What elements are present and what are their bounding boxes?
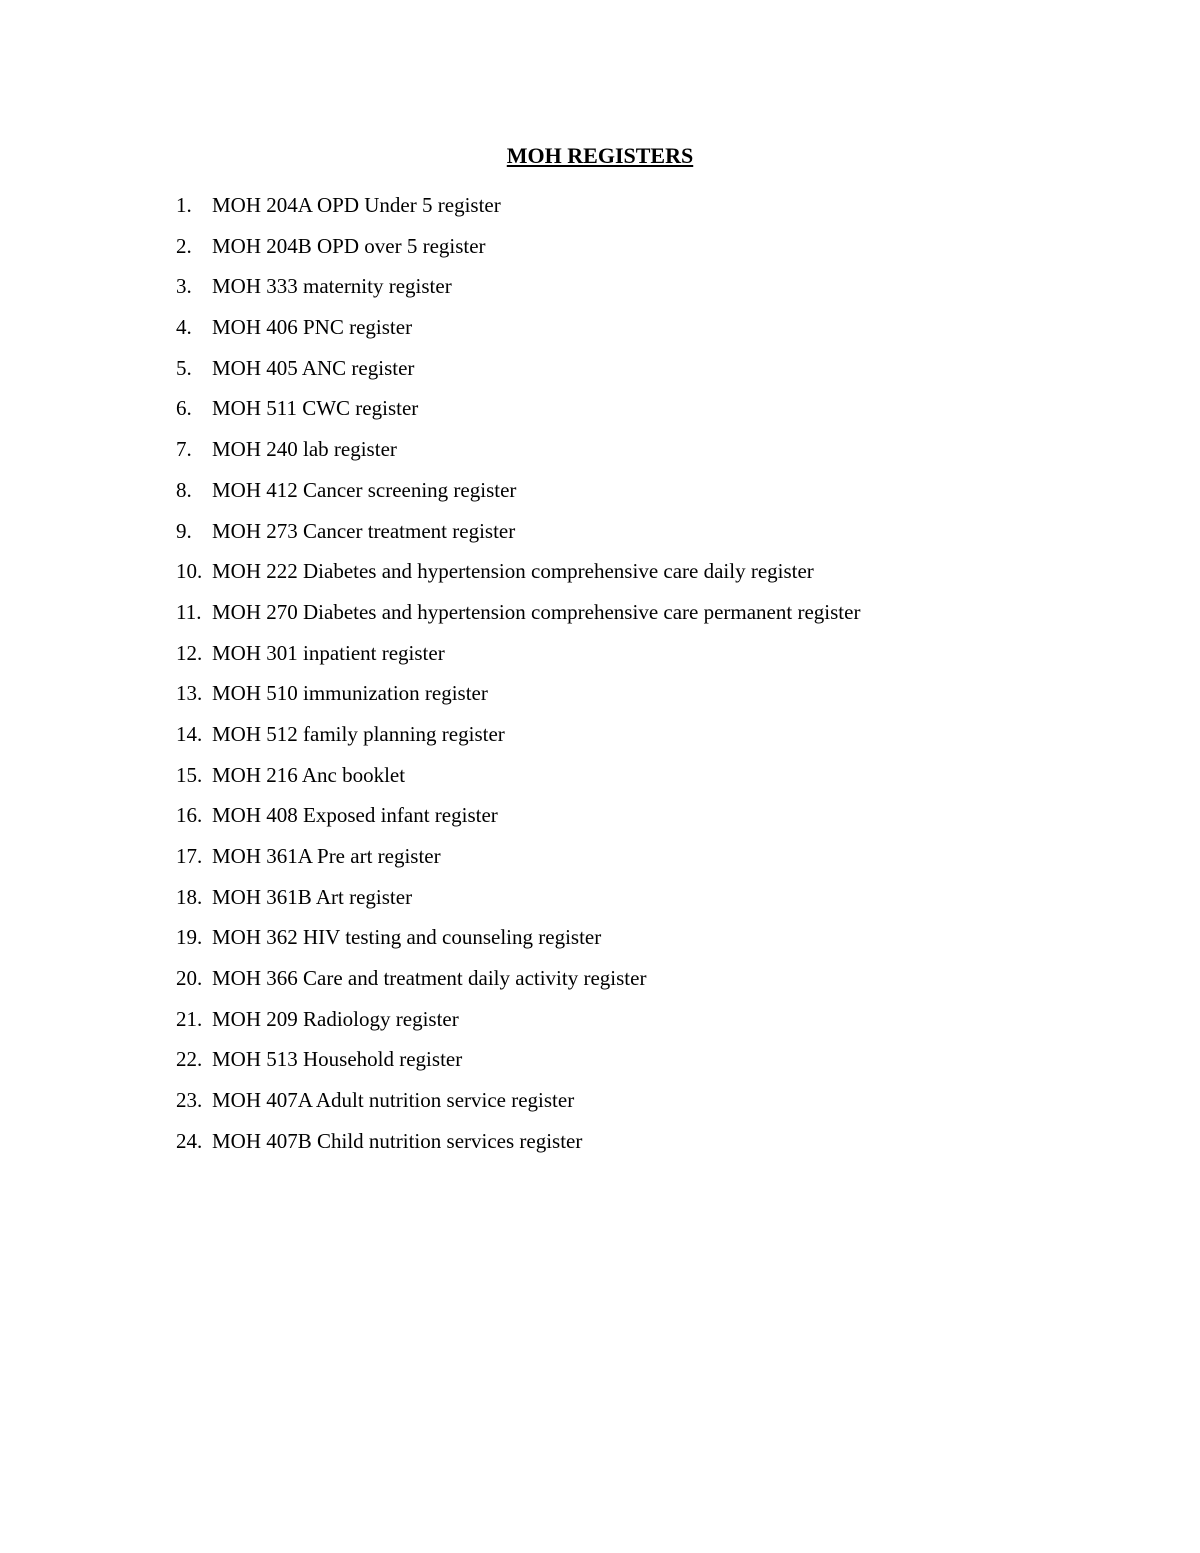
item-text: MOH 407A Adult nutrition service register <box>212 1088 575 1113</box>
list-item <box>176 312 860 353</box>
item-number: 7. <box>176 437 192 462</box>
list-item <box>176 597 860 638</box>
list-item <box>176 556 860 597</box>
item-text: MOH 204A OPD Under 5 register <box>212 193 501 217</box>
list-item <box>176 1004 860 1045</box>
list-item <box>176 1044 860 1085</box>
page-title: MOH REGISTERS <box>506 143 694 168</box>
item-text: MOH 405 ANC register <box>212 355 415 380</box>
item-number: 8. <box>176 477 192 502</box>
item-text: MOH 362 HIV testing and counseling register <box>212 925 602 950</box>
item-text: MOH 361B Art register <box>212 884 413 909</box>
item-number: 3. <box>176 274 192 299</box>
list-item <box>176 434 860 475</box>
item-text: MOH 270 Diabetes and hypertension comprehensive care permanent register <box>212 599 861 624</box>
list-item <box>176 760 860 801</box>
list-item <box>176 475 860 516</box>
list-item <box>176 1085 860 1126</box>
item-text: MOH 512 family planning register <box>212 721 505 746</box>
item-text: MOH 222 Diabetes and hypertension comprehensive care daily register <box>212 559 814 584</box>
item-number: 22. <box>176 1047 203 1072</box>
item-text: MOH 412 Cancer screening register <box>212 477 517 502</box>
item-number: 24. <box>176 1128 203 1153</box>
list-item <box>176 678 860 719</box>
item-text: MOH 366 Care and treatment daily activity register <box>212 966 647 991</box>
list-item <box>176 393 860 434</box>
list-item <box>176 963 860 1004</box>
item-text: MOH 510 immunization register <box>212 681 488 706</box>
item-text: MOH 406 PNC register <box>212 315 413 340</box>
item-number: 9. <box>176 518 192 543</box>
item-text: MOH 513 Household register <box>212 1047 463 1072</box>
item-number: 6. <box>176 396 192 421</box>
list-item <box>176 190 860 231</box>
item-number: 5. <box>176 355 192 380</box>
item-text: MOH 204B OPD over 5 register <box>212 233 486 258</box>
list-item <box>176 353 860 394</box>
item-number: 19. <box>176 925 203 950</box>
item-text: MOH 216 Anc booklet <box>212 762 406 787</box>
list-item <box>176 841 860 882</box>
item-number: 12. <box>176 640 203 665</box>
item-number: 18. <box>176 884 203 909</box>
register-list <box>176 190 860 1167</box>
item-text: MOH 407B Child nutrition services register <box>212 1128 583 1153</box>
item-number: 14. <box>176 721 203 746</box>
item-number: 23. <box>176 1088 203 1113</box>
item-text: MOH 209 Radiology register <box>212 1006 459 1031</box>
item-text: MOH 301 inpatient register <box>212 640 445 665</box>
list-item <box>176 516 860 557</box>
list-item <box>176 1126 860 1167</box>
item-number: 1. <box>176 193 192 217</box>
list-item <box>176 882 860 923</box>
item-text: MOH 333 maternity register <box>212 274 452 299</box>
item-number: 21. <box>176 1006 203 1031</box>
list-item <box>176 922 860 963</box>
item-number: 13. <box>176 681 203 706</box>
item-number: 4. <box>176 315 192 340</box>
item-number: 2. <box>176 233 192 258</box>
item-text: MOH 361A Pre art register <box>212 844 441 868</box>
list-item <box>176 719 860 760</box>
item-text: MOH 408 Exposed infant register <box>212 803 498 828</box>
item-text: MOH 511 CWC register <box>212 396 419 421</box>
list-item <box>176 800 860 841</box>
item-number: 11. <box>176 599 202 624</box>
item-number: 16. <box>176 803 203 828</box>
item-number: 20. <box>176 966 203 991</box>
item-number: 10. <box>176 559 203 584</box>
item-number: 15. <box>176 762 203 787</box>
list-item <box>176 231 860 272</box>
item-text: MOH 273 Cancer treatment register <box>212 518 516 543</box>
item-text: MOH 240 lab register <box>212 437 397 462</box>
list-item <box>176 271 860 312</box>
item-number: 17. <box>176 844 203 868</box>
list-item <box>176 638 860 679</box>
